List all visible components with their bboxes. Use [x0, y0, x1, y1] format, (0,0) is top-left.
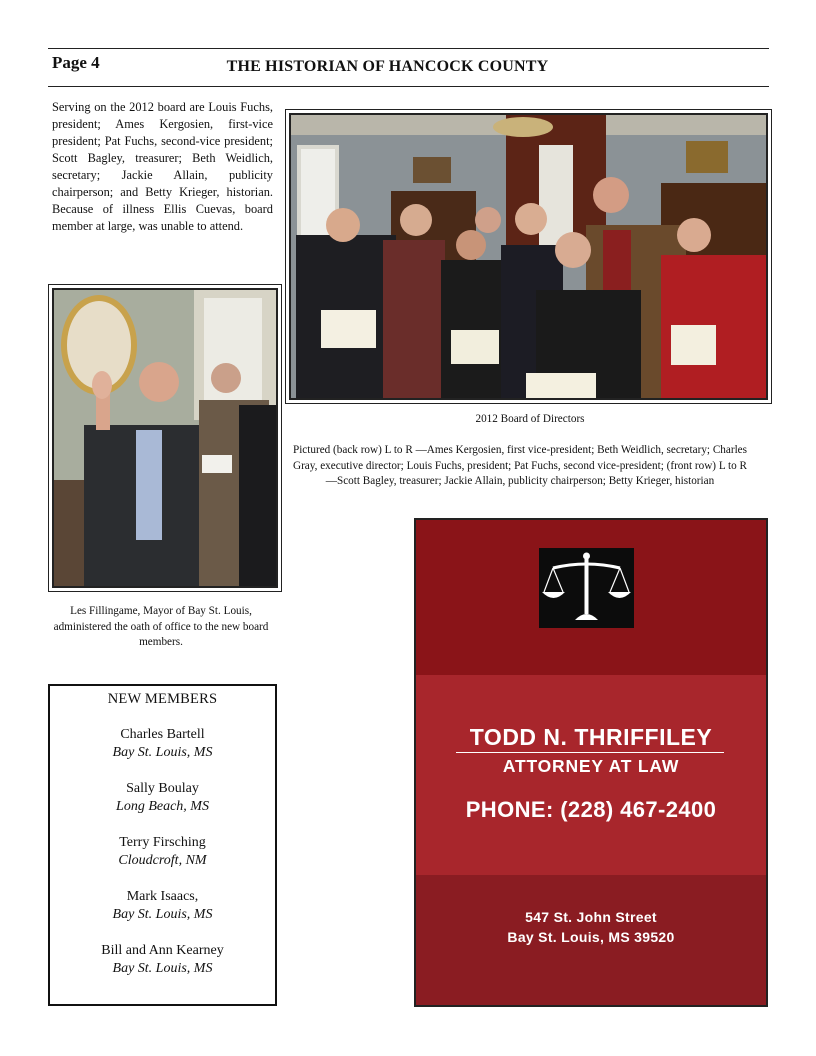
member-entry	[50, 726, 275, 762]
scales-of-justice-icon	[539, 548, 634, 628]
board-photo-title: 2012 Board of Directors	[475, 413, 585, 425]
ad-phone: PHONE: (228) 467-2400	[465, 797, 717, 822]
ad-attorney-title: ATTORNEY AT LAW	[502, 756, 680, 776]
member-entry	[50, 942, 275, 978]
ad-city-address: Bay St. Louis, MS 39520	[507, 929, 675, 945]
oath-photo-caption: Les Fillingame, Mayor of Bay St. Louis, administered the oath of office to the new board members.	[53, 605, 269, 648]
member-entry	[50, 780, 275, 816]
member-entry	[50, 834, 275, 870]
member-location: Bay St. Louis, MS	[112, 907, 213, 922]
member-location: Long Beach, MS	[116, 799, 209, 814]
new-members-title: NEW MEMBERS	[107, 691, 218, 707]
member-location: Bay St. Louis, MS	[112, 745, 213, 760]
newsletter-title: THE HISTORIAN OF HANCOCK COUNTY	[226, 58, 549, 75]
page-number: Page 4	[52, 53, 100, 72]
member-name: Mark Isaacs,	[126, 889, 199, 904]
member-location: Cloudcroft, NM	[118, 853, 207, 868]
group-photo-image	[291, 115, 766, 398]
member-name: Sally Boulay	[126, 781, 199, 796]
member-location: Bay St. Louis, MS	[112, 961, 213, 976]
ad-street-address: 547 St. John Street	[525, 909, 657, 925]
ad-attorney-name: TODD N. THRIFFILEY	[469, 724, 713, 750]
ad-divider	[456, 752, 724, 753]
member-name: Bill and Ann Kearney	[101, 943, 224, 958]
header-rule	[48, 86, 769, 87]
member-entry	[50, 888, 275, 924]
oath-photo-image	[54, 290, 276, 586]
top-rule	[48, 48, 769, 49]
member-name: Charles Bartell	[120, 727, 205, 742]
member-name: Terry Firsching	[119, 835, 206, 850]
attorney-advertisement	[414, 518, 768, 1007]
board-photo-caption: Pictured (back row) L to R —Ames Kergosien, first vice-president; Beth Weidlich, secretary; Charles Gray, executive director; Louis Fuchs, president; Pat Fuchs, second vice-president; (front row) L to R —Scott Bagley, treasurer; Jackie Allain, publicity chairperson; Betty Krieger, historian	[292, 444, 748, 487]
board-photo	[285, 109, 772, 404]
new-members-box	[48, 684, 277, 1006]
intro-paragraph: Serving on the 2012 board are Louis Fuchs, president; Ames Kergosien, first-vice president; Pat Fuchs, second-vice president; Scott Bagley, treasurer; Beth Weidlich, secretary; Jackie Allain, publicity chairperson; and Betty Krieger, historian. Because of illness Ellis Cuevas, board member at large, was unable to attend.	[52, 100, 273, 233]
oath-photo	[48, 284, 282, 592]
